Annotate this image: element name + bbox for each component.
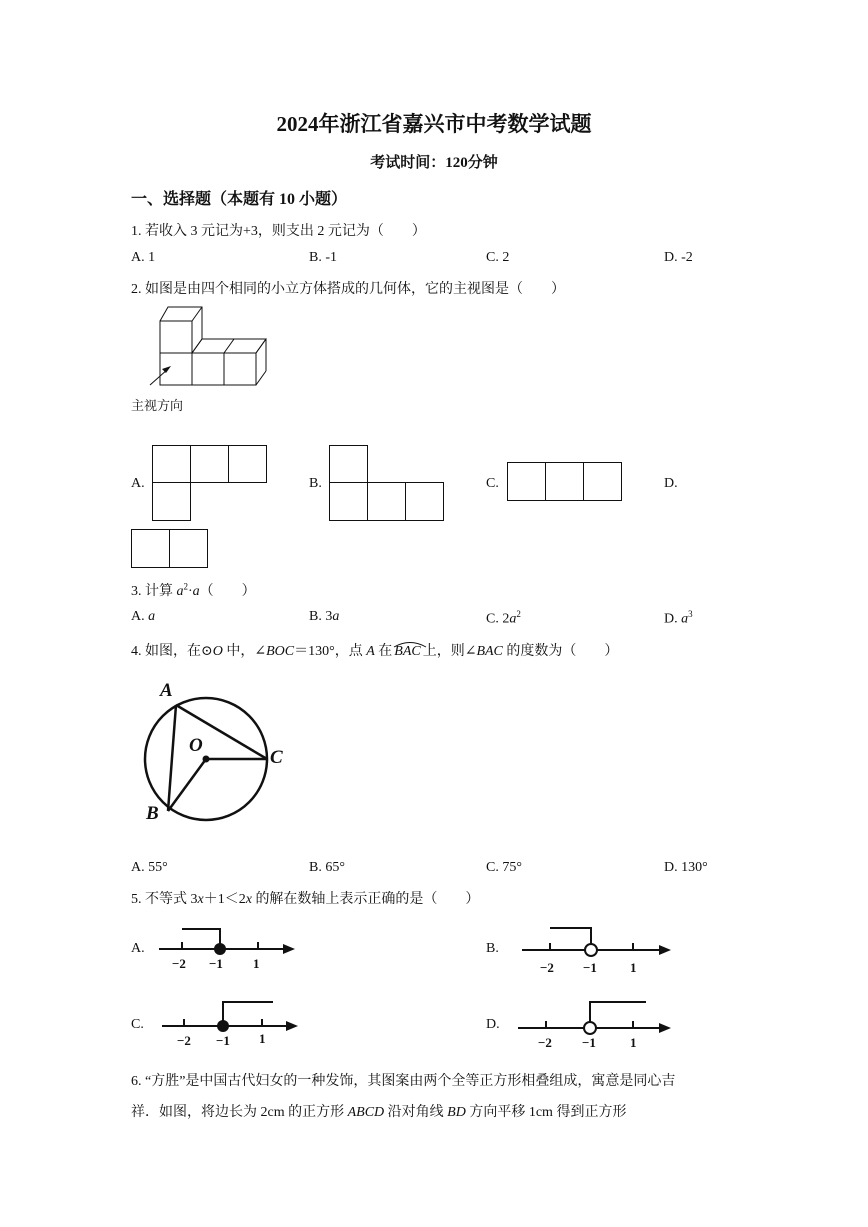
q2-option-c-label: C.: [486, 476, 499, 491]
q3-dot: ·: [188, 584, 193, 599]
q5-option-c-numberline: [160, 998, 305, 1030]
q5d-tick-neg1: −1: [582, 1035, 596, 1050]
q5-option-d-label: D.: [486, 1017, 500, 1032]
question-3-stem: [131, 580, 256, 600]
q2-option-d-figure: [131, 529, 211, 569]
q1-option-c: C. 2: [486, 250, 510, 265]
fig-label-c: C: [270, 747, 283, 768]
arc-bac: BAC: [392, 644, 422, 660]
fig-label-a: A: [160, 680, 173, 701]
q3-var2: a: [192, 584, 200, 599]
q3-suffix: （ ）: [199, 584, 256, 599]
q5c-tick-neg2: −2: [177, 1033, 191, 1048]
q5-option-c-label: C.: [131, 1017, 144, 1032]
q5d-tick-1: 1: [630, 1035, 637, 1050]
q5-option-d-numberline: [516, 998, 676, 1032]
view-direction-label: 主视方向: [131, 398, 184, 413]
q2-option-b-label: B.: [309, 476, 322, 491]
q1-option-d: D. -2: [664, 250, 693, 265]
q3-option-c: C. $2a^2$: [486, 609, 521, 627]
q2-option-a-figure: [152, 445, 268, 523]
q4-option-d: D. 130°: [664, 860, 708, 875]
q4-option-c: C. 75°: [486, 860, 522, 875]
cube-solid-figure: [130, 305, 280, 395]
question-1-stem: 1. 若收入 3 元记为+3，则支出 2 元记为（ ）: [131, 224, 426, 239]
q3-option-a: A. a: [131, 609, 156, 624]
q3-option-d: D. $a^3$: [664, 609, 693, 627]
q4-option-b: B. 65°: [309, 860, 345, 875]
question-2-stem: 2. 如图是由四个相同的小立方体搭成的几何体，它的主视图是（ ）: [131, 282, 565, 297]
q4-option-a: A. 55°: [131, 860, 168, 875]
q5a-tick-neg2: −2: [172, 956, 186, 971]
q2-option-c-figure: [507, 462, 623, 502]
q5a-tick-neg1: −1: [209, 956, 223, 971]
page-title: 2024年浙江省嘉兴市中考数学试题: [276, 112, 592, 136]
q3-exp: 2: [183, 581, 188, 592]
q5a-tick-1: 1: [253, 956, 260, 971]
q2-option-d-label: D.: [664, 476, 678, 491]
question-6-line2: 祥．如图，将边长为 2cm 的正方形 ABCD 沿对角线 BD 方向平移 1cm 得到正方形: [131, 1105, 627, 1120]
exam-time: 考试时间：120分钟: [370, 155, 498, 171]
q5b-tick-neg1: −1: [583, 960, 597, 975]
q1-option-b: B. -1: [309, 250, 337, 265]
section-title: 一、选择题（本题有 10 小题）: [131, 191, 348, 208]
q5-option-a-label: A.: [131, 941, 145, 956]
question-6-line1: 6. “方胜”是中国古代妇女的一种发饰，其图案由两个全等正方形相叠组成，寓意是同心吉: [131, 1074, 676, 1089]
fig-label-b: B: [146, 803, 159, 824]
q5b-tick-neg2: −2: [540, 960, 554, 975]
q2-option-b-figure: [329, 445, 445, 523]
q3-var: a: [176, 584, 184, 599]
q5c-tick-1: 1: [259, 1031, 266, 1046]
q2-option-a-label: A.: [131, 476, 145, 491]
q5c-tick-neg1: −1: [216, 1033, 230, 1048]
q3-prefix: 3. 计算: [131, 584, 173, 599]
q5b-tick-1: 1: [630, 960, 637, 975]
question-5-stem: 5. 不等式 3x＋1＜2x 的解在数轴上表示正确的是（ ）: [131, 892, 480, 907]
q1-option-a: A. 1: [131, 250, 156, 265]
q3-option-b: B. 3a: [309, 609, 340, 624]
question-4-stem: 4. 如图，在⊙O 中，∠BOC＝130°，点 A 在 BAC 上，则∠BAC 的度数为（ ）: [131, 644, 619, 659]
q5-option-b-label: B.: [486, 941, 499, 956]
q5d-tick-neg2: −2: [538, 1035, 552, 1050]
q5-option-a-numberline: [155, 925, 300, 955]
q5-option-b-numberline: [520, 925, 675, 957]
fig-label-o: O: [189, 735, 203, 756]
